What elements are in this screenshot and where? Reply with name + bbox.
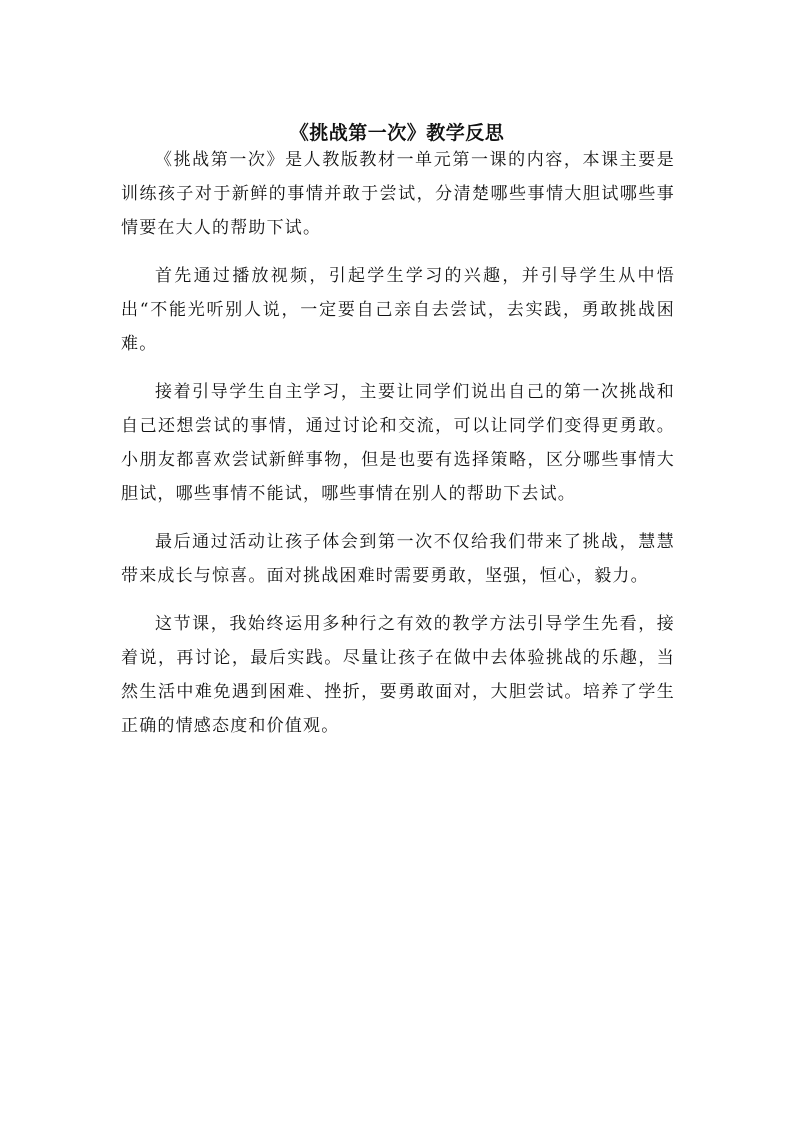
paragraph-summary: 这节课，我始终运用多种行之有效的教学方法引导学生先看，接着说，再讨论，最后实践。尽量让孩子在做中去体验挑战的乐趣，当然生活中难免遇到困难、挫折，要勇敢面对，大胆尝试。培养了学生正确的情感态度和价值观。	[121, 614, 675, 736]
paragraph-activity: 最后通过活动让孩子体会到第一次不仅给我们带来了挑战，慧慧带来成长与惊喜。面对挑战困难时需要勇敢，坚强，恒心，毅力。	[121, 532, 675, 586]
document-body	[121, 143, 675, 757]
paragraph-self-study: 接着引导学生自主学习，主要让同学们说出自己的第一次挑战和自己还想尝试的事情，通过讨论和交流，可以让同学们变得更勇敢。小朋友都喜欢尝试新鲜事物，但是也要有选择策略，区分哪些事情大胆试，哪些事情不能试，哪些事情在别人的帮助下去试。	[121, 382, 675, 504]
paragraph-video: 首先通过播放视频，引起学生学习的兴趣，并引导学生从中悟出“不能光听别人说，一定要自己亲自去尝试，去实践，勇敢挑战困难。	[121, 266, 675, 354]
paragraph-intro: 《挑战第一次》是人教版教材一单元第一课的内容，本课主要是训练孩子对于新鲜的事情并敢于尝试，分清楚哪些事情大胆试哪些事情要在大人的帮助下试。	[121, 150, 675, 238]
page-title: 《挑战第一次》教学反思	[289, 121, 505, 144]
